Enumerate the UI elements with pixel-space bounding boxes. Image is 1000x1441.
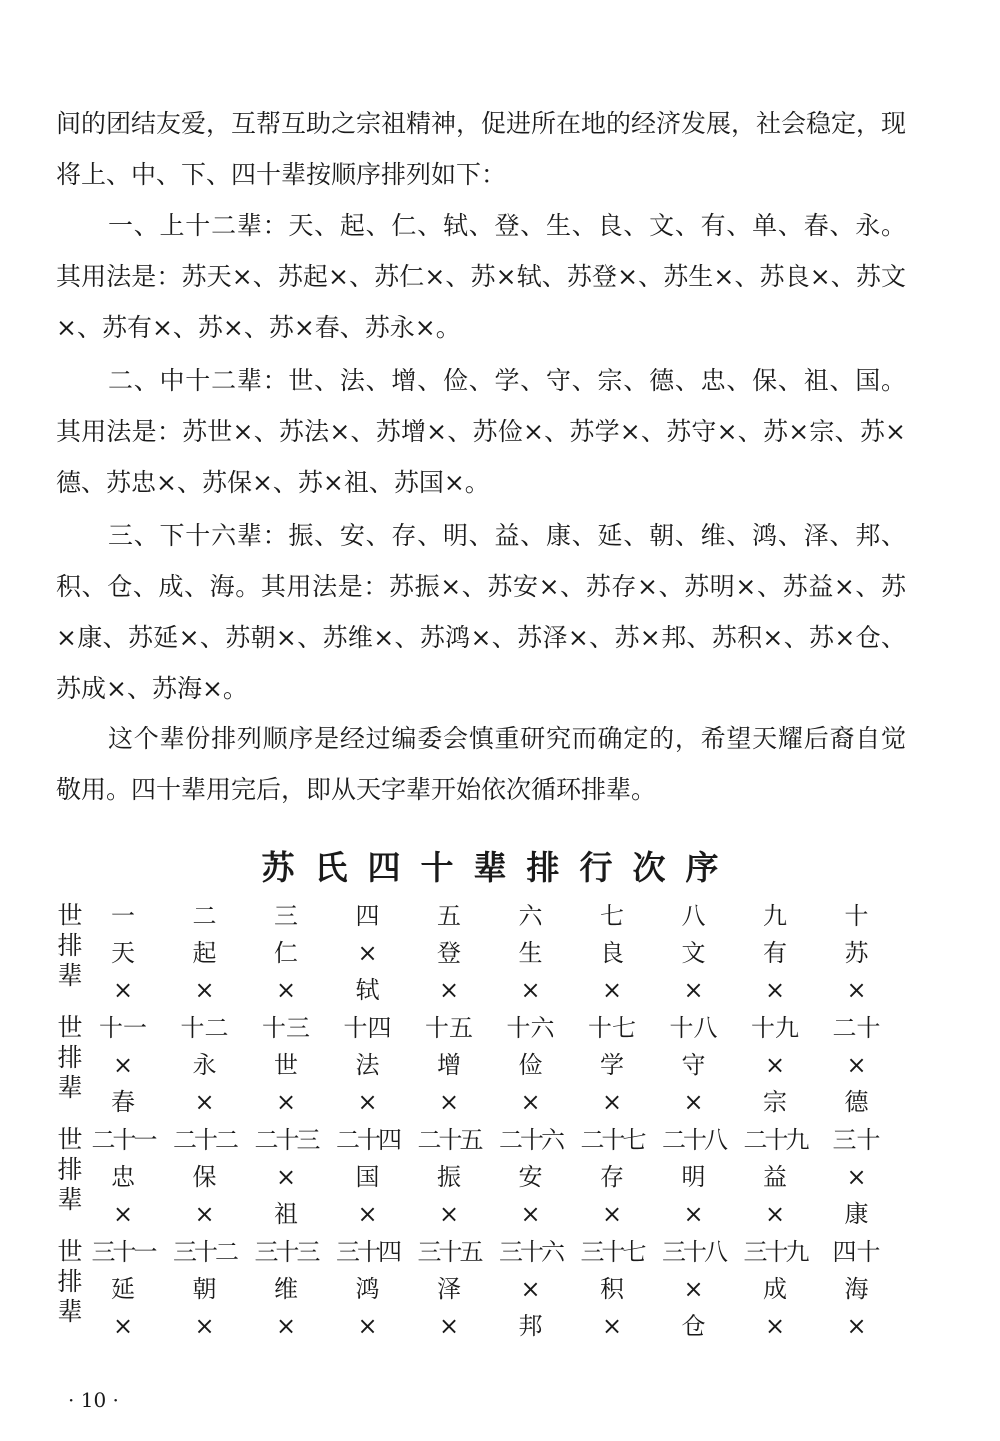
generation-char: 延 [111, 1275, 135, 1303]
generation-char: × [764, 1051, 786, 1079]
generation-number: 十四 [343, 1014, 392, 1042]
generation-char: 世 [274, 1051, 298, 1079]
generation-char: 振 [437, 1163, 461, 1191]
generation-number: 十七 [588, 1014, 636, 1042]
generation-char: × [520, 1275, 541, 1303]
generation-number: 二十六 [499, 1126, 562, 1154]
generation-char: 有 [763, 939, 787, 967]
paragraph-conclusion: 这个辈份排列顺序是经过编委会慎重研究而确定的，希望天耀后裔自觉敬用。四十辈用完后，即从天字辈开始依次循环排辈。 [56, 724, 906, 804]
generation-char: 俭 [518, 1051, 543, 1079]
generation-char: × [194, 1200, 215, 1228]
generation-char: 仁 [274, 939, 298, 967]
paragraph-middle-generations: 二、中十二辈：世、法、增、俭、学、守、宗、德、忠、保、祖、国。其用法是：苏世×、苏法×、苏增×、苏俭×、苏学×、苏守×、苏×宗、苏×德、苏忠×、苏保×、苏×祖、苏国×。 [56, 366, 906, 497]
generation-number: 七 [600, 902, 624, 930]
generation-char: 登 [437, 939, 461, 967]
side-label-char: 辈 [57, 1185, 83, 1214]
generation-char: 朝 [192, 1275, 217, 1303]
generation-char: × [846, 1312, 867, 1340]
generation-char: × [846, 976, 867, 1004]
generation-number: 三十一 [91, 1238, 155, 1266]
generation-number: 三十二 [173, 1238, 236, 1266]
side-label-char: 世 [57, 1237, 83, 1266]
generation-number: 二十五 [417, 1126, 481, 1154]
generation-name-row [0, 971, 1000, 1009]
generation-number: 九 [763, 902, 787, 930]
generation-char: × [275, 1163, 297, 1191]
side-label-char: 排 [57, 1267, 83, 1296]
generation-char: 国 [355, 1163, 380, 1191]
paragraph-lower-generations: 三、下十六辈：振、安、存、明、益、康、延、朝、维、鸿、泽、邦、积、仓、成、海。其用法是：苏振×、苏安×、苏存×、苏明×、苏益×、苏×康、苏延×、苏朝×、苏维×、苏鸿×、苏泽×、苏×邦、苏积×、苏×仓、苏成×、苏海×。 [56, 521, 906, 703]
generation-char: × [683, 1275, 704, 1303]
generation-char: 维 [274, 1275, 298, 1303]
generation-char: × [438, 1312, 460, 1340]
generation-number: 四 [355, 902, 380, 930]
generation-number: 二 [192, 902, 217, 930]
generation-number: 十 [844, 902, 869, 930]
generation-number: 十九 [751, 1014, 799, 1042]
generation-number: 一 [111, 902, 135, 930]
generation-char: 海 [844, 1275, 869, 1303]
generation-char: × [683, 976, 704, 1004]
generation-char: × [683, 1200, 704, 1228]
generation-char: × [112, 1200, 134, 1228]
generation-number: 二十三 [254, 1126, 318, 1154]
generation-char: 天 [111, 939, 135, 967]
generation-number: 二十四 [336, 1126, 399, 1154]
generation-number-row [0, 1233, 1000, 1271]
generation-name-row [0, 1307, 1000, 1345]
side-label-char: 世 [57, 1013, 83, 1042]
generation-number: 十一 [99, 1014, 147, 1042]
generation-char: × [194, 976, 215, 1004]
generation-number-row [0, 1121, 1000, 1159]
paragraph-upper-generations: 一、上十二辈：天、起、仁、轼、登、生、良、文、有、单、春、永。其用法是：苏天×、苏起×、苏仁×、苏×轼、苏登×、苏生×、苏良×、苏文×、苏有×、苏×、苏×春、苏永×。 [56, 211, 906, 342]
generation-number: 十五 [425, 1014, 473, 1042]
generation-char: × [438, 976, 460, 1004]
generation-char: × [275, 1312, 297, 1340]
generation-char: 起 [192, 939, 217, 967]
generation-char: × [438, 1200, 460, 1228]
generation-char: × [601, 976, 623, 1004]
generation-char: × [683, 1088, 704, 1116]
generation-char: × [275, 976, 297, 1004]
side-label-char: 排 [57, 1043, 83, 1072]
paragraph-intro: 间的团结友爱，互帮互助之宗祖精神，促进所在地的经济发展，社会稳定，现将上、中、下、四十辈按顺序排列如下： [56, 109, 907, 189]
generation-char: × [357, 1200, 378, 1228]
generation-char: × [438, 1088, 460, 1116]
generation-char: 永 [192, 1051, 217, 1079]
generation-char: 邦 [518, 1312, 543, 1340]
generation-number: 二十八 [662, 1126, 725, 1154]
table-block [0, 1121, 1000, 1235]
generation-char: 生 [518, 939, 543, 967]
generation-char: × [275, 1088, 297, 1116]
generation-char: 忠 [111, 1163, 135, 1191]
generation-number: 十三 [262, 1014, 310, 1042]
generation-char: × [764, 1312, 786, 1340]
generation-char: 益 [763, 1163, 787, 1191]
generation-number: 六 [518, 902, 543, 930]
generation-char: × [112, 1312, 134, 1340]
generation-char: × [520, 976, 541, 1004]
side-label-char: 辈 [57, 1297, 83, 1326]
side-label-char: 世 [57, 901, 83, 930]
generation-char: × [194, 1088, 215, 1116]
generation-char: 明 [681, 1163, 706, 1191]
generation-char: × [846, 1051, 867, 1079]
side-label-char: 世 [57, 1125, 83, 1154]
generation-number: 三十七 [580, 1238, 644, 1266]
generation-char: 积 [600, 1275, 624, 1303]
generation-char: 良 [600, 939, 624, 967]
generation-char: 学 [600, 1051, 624, 1079]
table-title: 苏氏四十辈排行次序 [261, 848, 739, 887]
generation-char: 苏 [844, 939, 869, 967]
generation-char: 宗 [763, 1088, 787, 1116]
generation-number: 八 [681, 902, 706, 930]
generation-char: × [194, 1312, 215, 1340]
generation-char: 存 [600, 1163, 624, 1191]
generation-number: 三十 [832, 1126, 881, 1154]
generation-char: × [520, 1088, 541, 1116]
generation-number: 三十六 [499, 1238, 562, 1266]
generation-number: 五 [437, 902, 461, 930]
generation-char: × [520, 1200, 541, 1228]
generation-char: × [601, 1200, 623, 1228]
generation-number: 三十八 [662, 1238, 725, 1266]
side-label-char: 排 [57, 931, 83, 960]
generation-char: × [357, 1088, 378, 1116]
table-block [0, 1233, 1000, 1347]
generation-name-row [0, 1083, 1000, 1121]
table-block [0, 897, 1000, 1011]
generation-char: × [846, 1163, 867, 1191]
generation-number: 三十九 [743, 1238, 807, 1266]
generation-char: 祖 [274, 1200, 298, 1228]
generation-number: 三十五 [417, 1238, 481, 1266]
generation-char: 鸿 [355, 1275, 380, 1303]
generation-char: 法 [355, 1051, 380, 1079]
generation-name-row [0, 1195, 1000, 1233]
generation-name-row [0, 1046, 1000, 1084]
side-label-char: 排 [57, 1155, 83, 1184]
generation-char: 安 [518, 1163, 543, 1191]
side-label-char: 辈 [57, 961, 83, 990]
generation-char: × [357, 939, 378, 967]
generation-char: × [601, 1312, 623, 1340]
table-block [0, 1009, 1000, 1123]
generation-name-row [0, 934, 1000, 972]
generation-number: 二十七 [580, 1126, 644, 1154]
generation-char: 轼 [355, 976, 380, 1004]
generation-char: 春 [111, 1088, 135, 1116]
generation-char: × [112, 1051, 134, 1079]
generation-char: 保 [192, 1163, 217, 1191]
generation-number: 十八 [669, 1014, 718, 1042]
generation-char: 增 [437, 1051, 461, 1079]
page-number: · 10 · [68, 1388, 119, 1412]
generation-char: 泽 [437, 1275, 461, 1303]
generation-char: × [601, 1088, 623, 1116]
generation-number: 二十九 [743, 1126, 807, 1154]
generation-char: 文 [681, 939, 706, 967]
generation-number-row [0, 897, 1000, 935]
generation-number: 二十二 [173, 1126, 236, 1154]
generation-number: 二十一 [91, 1126, 155, 1154]
generation-char: 仓 [681, 1312, 706, 1340]
generation-char: × [764, 1200, 786, 1228]
generation-char: × [357, 1312, 378, 1340]
generation-char: 康 [844, 1200, 869, 1228]
generation-number: 十二 [180, 1014, 229, 1042]
generation-char: 德 [844, 1088, 869, 1116]
generation-number: 三 [274, 902, 298, 930]
generation-char: 成 [763, 1275, 787, 1303]
generation-number: 十六 [506, 1014, 555, 1042]
generation-number: 三十三 [254, 1238, 318, 1266]
generation-name-row [0, 1270, 1000, 1308]
side-label-char: 辈 [57, 1073, 83, 1102]
generation-number-row [0, 1009, 1000, 1047]
generation-char: × [764, 976, 786, 1004]
generation-number: 二十 [832, 1014, 881, 1042]
generation-number: 四十 [832, 1238, 881, 1266]
generation-name-row [0, 1158, 1000, 1196]
generation-char: 守 [681, 1051, 706, 1079]
generation-number: 三十四 [336, 1238, 399, 1266]
generation-char: × [112, 976, 134, 1004]
